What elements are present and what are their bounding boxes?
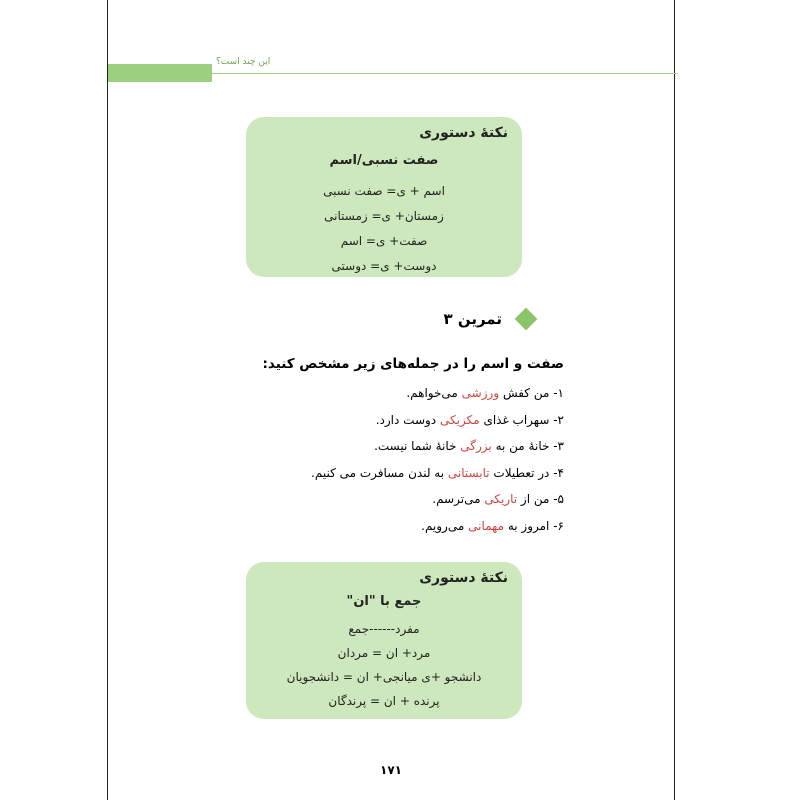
- note-line: دوست+ ی= دوستی: [331, 259, 437, 273]
- sentence-item: ۱- من کفش ورزشی می‌خواهم.: [406, 386, 564, 400]
- exercise-heading: [394, 310, 534, 328]
- header-rule: [212, 73, 678, 74]
- note-line: صفت+ ی= اسم: [340, 234, 428, 248]
- header-accent-bar: [108, 64, 212, 82]
- sentence-item: ۴- در تعطیلات تابستانی به لندن مسافرت می کنیم.: [311, 465, 564, 480]
- note-line: مفرد------جمع: [348, 622, 420, 636]
- exercise-title: تمرین ۳: [443, 310, 502, 328]
- grammar-note-box-1: [246, 117, 522, 277]
- note-lines: [246, 617, 522, 713]
- highlighted-word: تابستانی: [447, 465, 490, 480]
- sentence-item: ۳- خانۀ من به بزرگی خانۀ شما نیست.: [374, 439, 564, 453]
- diamond-bullet-icon: [515, 308, 538, 331]
- note-title: نکتۀ دستوری: [419, 125, 508, 141]
- highlighted-word: مهمانی: [468, 518, 505, 533]
- note-line: دانشجو +ی میانجی+ ان = دانشجویان: [286, 670, 482, 684]
- sentence-list: [124, 380, 564, 539]
- note-subtitle: صفت نسبی/اسم: [329, 153, 439, 168]
- highlighted-word: بزرگی: [460, 439, 492, 453]
- grammar-note-box-2: [246, 562, 522, 719]
- exercise-instruction: صفت و اسم را در جمله‌های زیر مشخص کنید:: [262, 356, 564, 372]
- note-line: اسم + ی= صفت نسبی: [323, 184, 445, 198]
- sentence-item: ۶- امروز به مهمانی می‌رویم.: [421, 518, 564, 533]
- sentence-item: ۵- من از تاریکی می‌ترسم.: [432, 492, 564, 506]
- note-line: پرنده + ان = پرندگان: [328, 694, 440, 708]
- note-title: نکتۀ دستوری: [419, 570, 508, 586]
- note-lines: [246, 179, 522, 279]
- note-subtitle: جمع با "ان": [346, 594, 422, 609]
- highlighted-word: تاریکی: [484, 492, 518, 506]
- page-number: ۱۷۱: [380, 763, 402, 777]
- note-line: زمستان+ ی= زمستانی: [324, 209, 444, 223]
- highlighted-word: مکزیکی: [439, 412, 480, 427]
- sentence-item: ۲- سهراب غذای مکزیکی دوست دارد.: [375, 412, 564, 427]
- book-page: [107, 0, 675, 800]
- highlighted-word: ورزشی: [461, 386, 500, 400]
- running-header-title: این چند است؟: [216, 57, 271, 67]
- note-line: مرد+ ان = مردان: [337, 646, 431, 660]
